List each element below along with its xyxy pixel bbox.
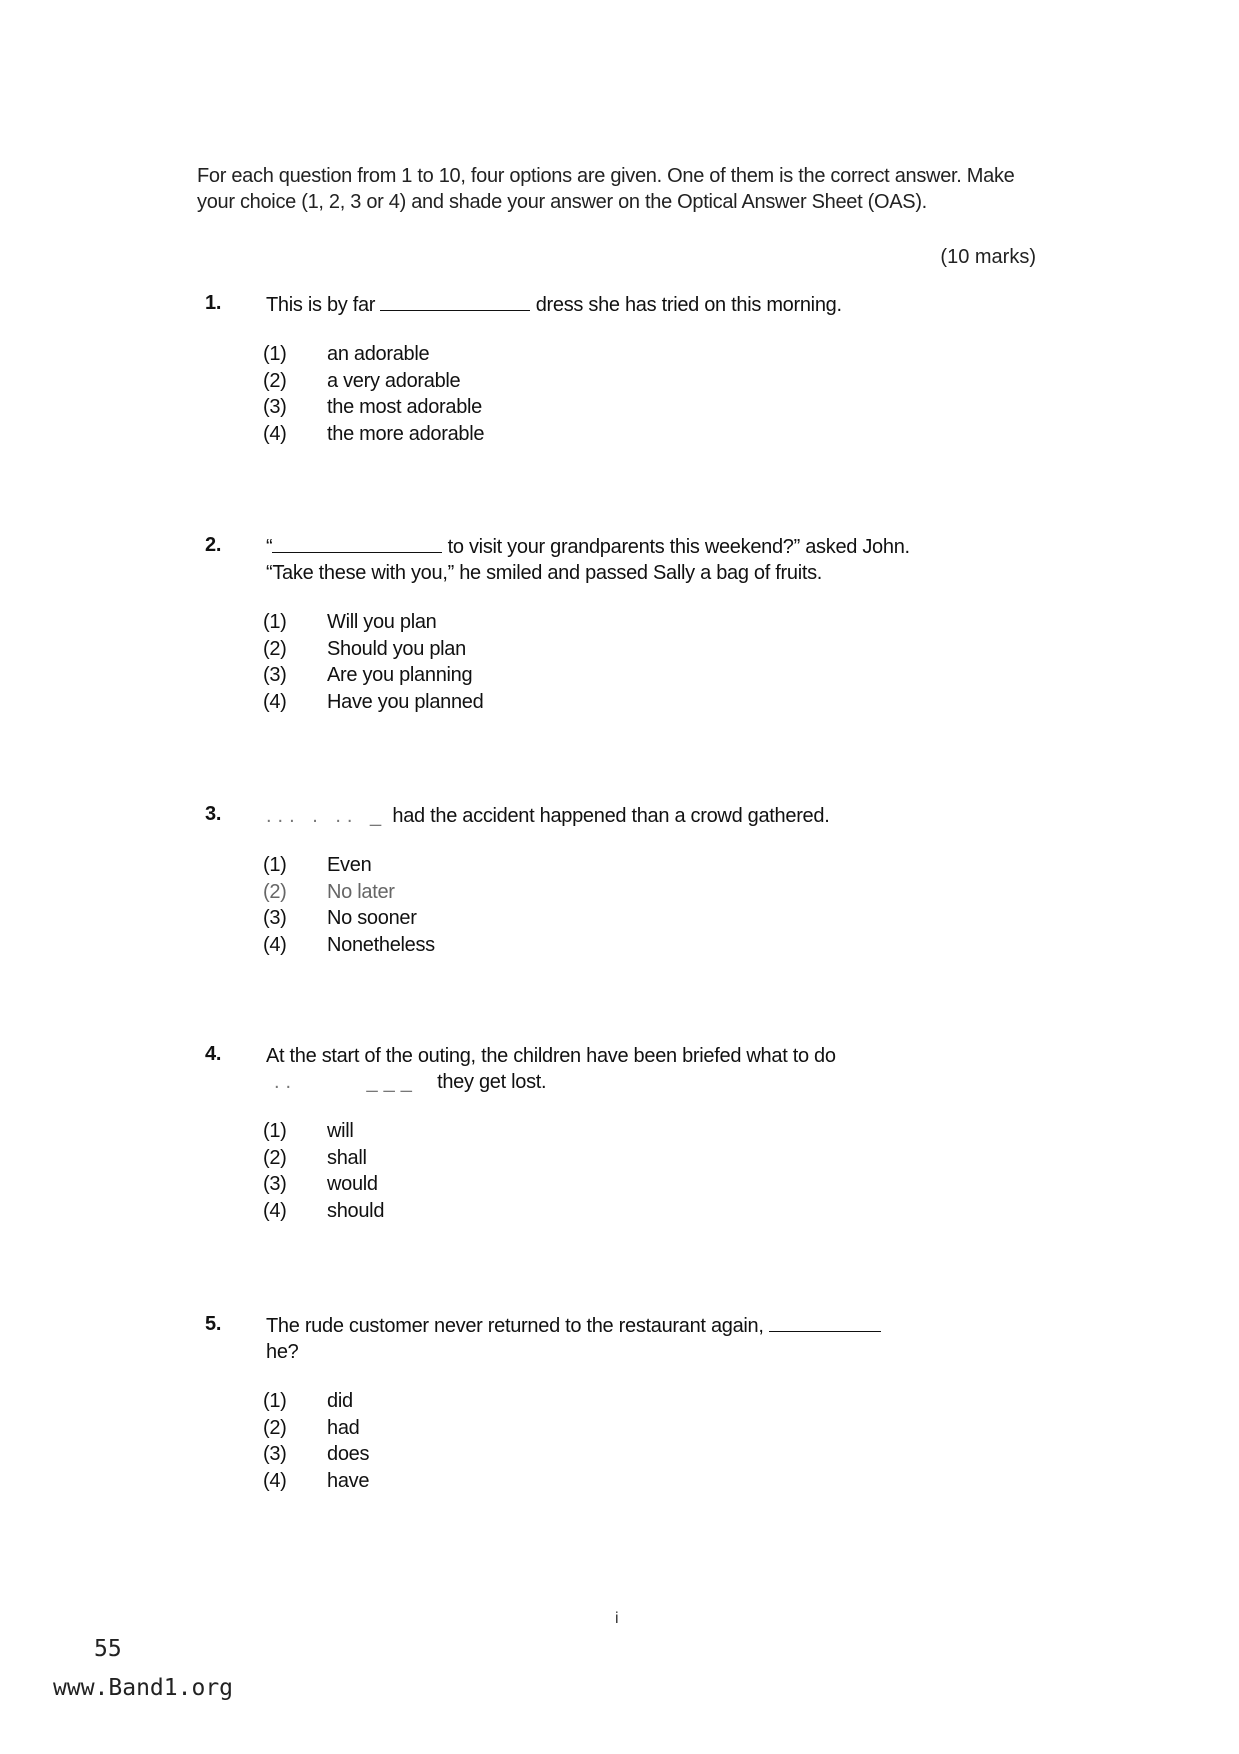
option-label: (1): [263, 1390, 287, 1412]
option-text: a very adorable: [327, 369, 461, 392]
question-text: [266, 534, 1025, 586]
option-4: [263, 1468, 1025, 1495]
option-3: [263, 905, 1025, 932]
section-marks: (10 marks): [940, 246, 1036, 268]
option-text: Even: [327, 854, 372, 876]
question-text: [266, 803, 1025, 829]
question-text-before: The rude customer never returned to the restaurant again,: [266, 1315, 764, 1337]
question-text: [266, 1313, 1025, 1365]
option-label: (2): [263, 880, 287, 903]
option-4: [263, 421, 1025, 448]
option-text: No sooner: [327, 907, 417, 929]
question-text-before: This is by far: [266, 294, 376, 316]
options-list: [263, 1388, 1025, 1494]
option-label: (4): [263, 1469, 287, 1492]
option-text: does: [327, 1443, 370, 1465]
question-number: 3.: [205, 803, 222, 825]
question-4: [205, 1043, 1025, 1224]
option-text: Are you planning: [327, 664, 473, 686]
question-text-line2: “Take these with you,” he smiled and passed Sally a bag of fruits.: [266, 562, 823, 584]
option-label: (3): [263, 1443, 287, 1465]
option-1: [263, 1388, 1025, 1415]
question-text-line2: he?: [266, 1341, 299, 1363]
question-text-line1: At the start of the outing, the children have been briefed what to do: [266, 1045, 836, 1067]
question-number: 2.: [205, 534, 222, 556]
option-2: [263, 636, 1025, 663]
option-label: (4): [263, 933, 287, 956]
option-text: Have you planned: [327, 690, 484, 713]
option-3: [263, 1441, 1025, 1468]
option-4: [263, 932, 1025, 959]
option-2: [263, 879, 1025, 906]
option-2: [263, 368, 1025, 395]
question-1: [205, 292, 1025, 447]
option-text: Will you plan: [327, 611, 437, 633]
question-text: [266, 292, 1025, 318]
answer-blank: .. ___: [274, 1071, 418, 1093]
question-text-before: “: [266, 536, 273, 558]
option-4: [263, 689, 1025, 716]
option-text: No later: [327, 880, 395, 903]
option-text: Should you plan: [327, 637, 466, 660]
question-number: 5.: [205, 1313, 222, 1335]
website-link[interactable]: www.Band1.org: [53, 1675, 234, 1701]
question-text: [266, 1043, 1025, 1095]
option-text: will: [327, 1120, 354, 1142]
option-label: (3): [263, 1173, 287, 1195]
option-1: [263, 609, 1025, 636]
option-text: would: [327, 1173, 378, 1195]
option-label: (1): [263, 854, 287, 876]
option-label: (2): [263, 369, 287, 392]
option-label: (2): [263, 637, 287, 660]
question-text-after: to visit your grandparents this weekend?” asked John.: [447, 536, 910, 558]
option-1: [263, 852, 1025, 879]
answer-blank: [380, 292, 530, 311]
option-3: [263, 1171, 1025, 1198]
option-label: (1): [263, 1120, 287, 1142]
option-1: [263, 1118, 1025, 1145]
options-list: [263, 852, 1025, 958]
question-text-after: had the accident happened than a crowd gathered.: [392, 805, 830, 827]
option-label: (2): [263, 1416, 287, 1439]
option-text: did: [327, 1390, 353, 1412]
option-label: (4): [263, 690, 287, 713]
option-text: have: [327, 1469, 370, 1492]
option-3: [263, 394, 1025, 421]
option-text: should: [327, 1199, 385, 1222]
option-2: [263, 1415, 1025, 1442]
options-list: [263, 609, 1025, 715]
option-3: [263, 662, 1025, 689]
question-text-after: dress she has tried on this morning.: [535, 294, 842, 316]
option-text: Nonetheless: [327, 933, 435, 956]
option-text: the most adorable: [327, 396, 482, 418]
page-number: 55: [94, 1636, 122, 1662]
question-2: [205, 534, 1025, 715]
option-label: (4): [263, 422, 287, 445]
page-marker: i: [615, 1610, 619, 1627]
option-2: [263, 1145, 1025, 1172]
option-label: (3): [263, 396, 287, 418]
question-3: [205, 803, 1025, 958]
option-label: (3): [263, 664, 287, 686]
question-number: 4.: [205, 1043, 222, 1065]
option-text: had: [327, 1416, 360, 1439]
section-instructions: For each question from 1 to 10, four options are given. One of them is the correct answer. Make your choice (1, 2, 3 or 4) and shade your answer on the Optical Answer Sheet (OAS).: [197, 165, 1015, 213]
option-text: the more adorable: [327, 422, 485, 445]
option-label: (1): [263, 611, 287, 633]
answer-blank: [272, 534, 442, 553]
option-label: (1): [263, 343, 287, 365]
options-list: [263, 1118, 1025, 1224]
answer-blank: ... . .. _: [266, 805, 388, 827]
question-5: [205, 1313, 1025, 1494]
answer-blank: [769, 1313, 881, 1332]
question-text-after: they get lost.: [437, 1071, 547, 1093]
options-list: [263, 341, 1025, 447]
option-label: (2): [263, 1146, 287, 1169]
option-label: (3): [263, 907, 287, 929]
option-4: [263, 1198, 1025, 1225]
option-1: [263, 341, 1025, 368]
question-number: 1.: [205, 292, 222, 314]
option-label: (4): [263, 1199, 287, 1222]
option-text: shall: [327, 1146, 367, 1169]
option-text: an adorable: [327, 343, 430, 365]
